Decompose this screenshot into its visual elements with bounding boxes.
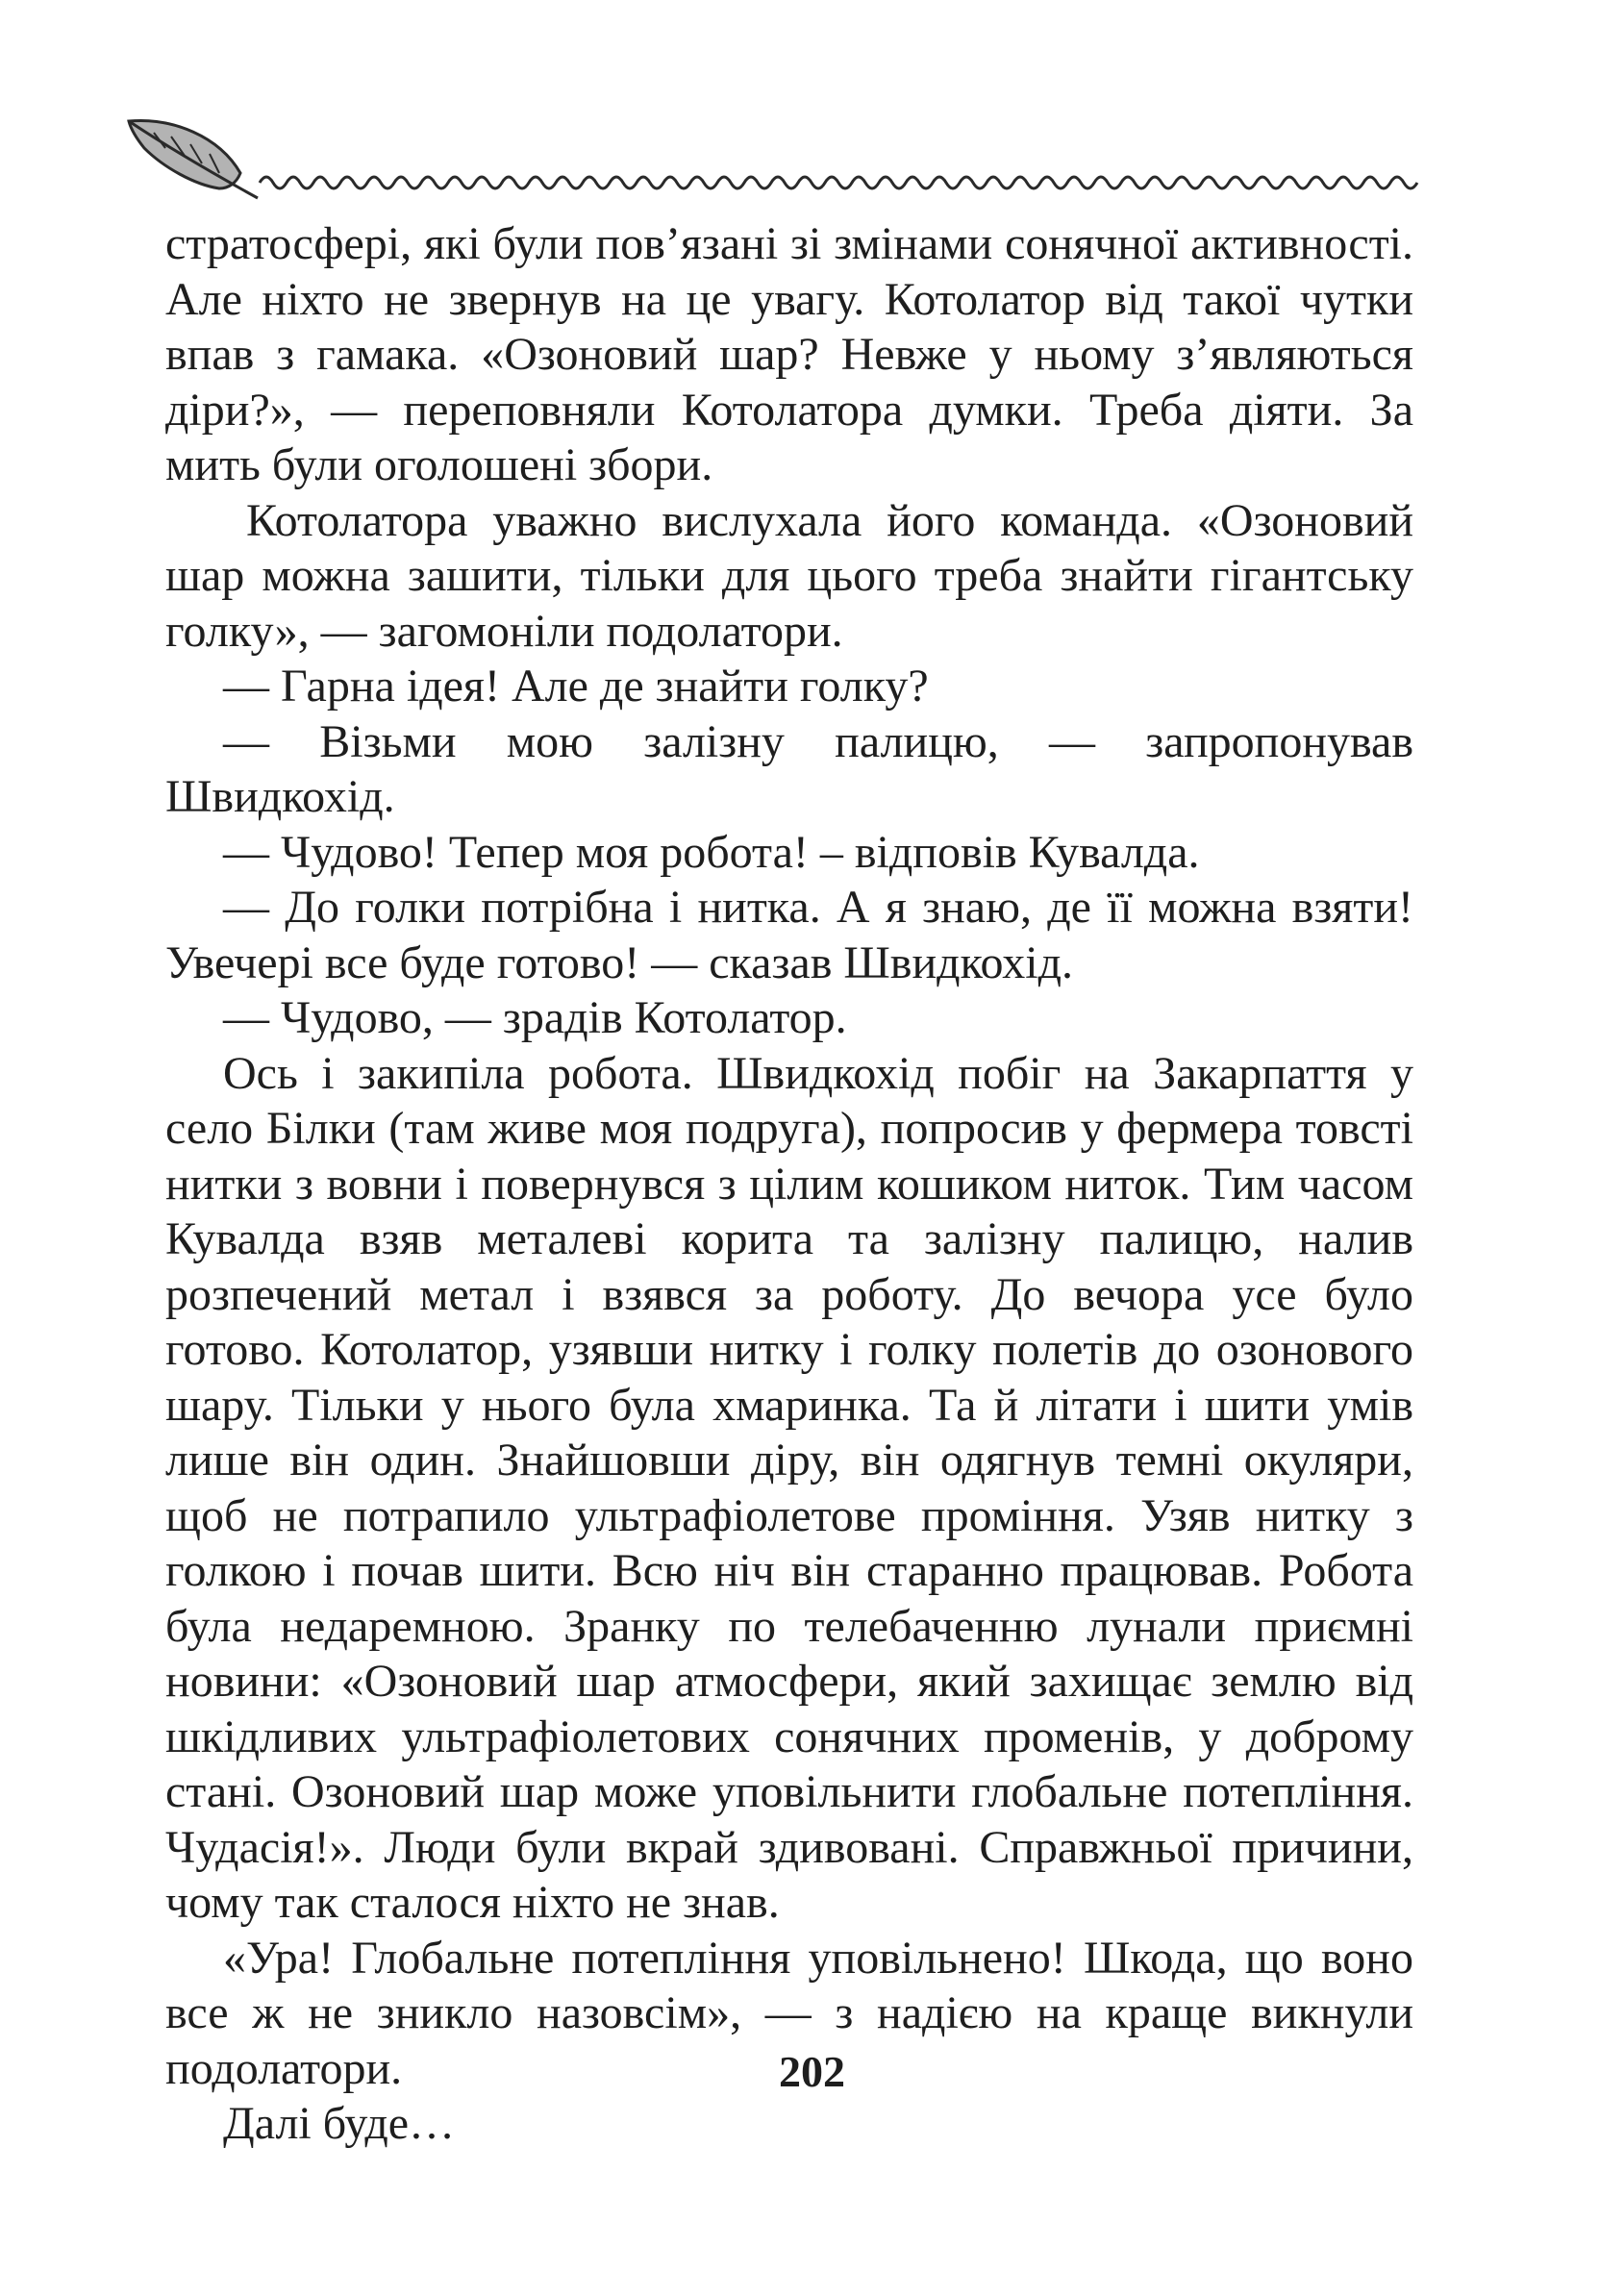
paragraph: Котолатора уважно вислухала його команда. «Озоновий шар можна зашити, тільки для цього треба знайти гігантську голку», — загомоніли подолатори. [165,494,1413,657]
page-number: 202 [779,2047,845,2096]
dialogue-line: — Чудово! Тепер моя робота! – відповів Кувалда. [223,826,1200,878]
wave-divider [260,177,1417,188]
dialogue-line: — Гарна ідея! Але де знайти голку? [223,661,929,712]
dialogue-line: — Візьми мою залізну палицю, — запропонував Швидкохід. [165,715,1413,822]
dialogue-line: — До голки потрібна і нитка. А я знаю, де її можна взяти! Увечері все буде готово! — сказав Швидкохід. [165,882,1413,988]
paragraph: «Ура! Глобальне потепління уповільнено! Шкода, що воно все ж не зникло назовсім», — з надією на краще викнули подолатори. [165,1932,1413,2094]
closing-line: Далі буде… [223,2098,456,2149]
paragraph: стратосфері, які були пов’язані зі змінами сонячної активності. Але ніхто не звернув на це увагу. Котолатор від такої чутки впав з гамака. «Озоновий шар? Невже у ньому з’являються діри?», — переповняли Котолатора думки. Треба діяти. За мить були оголошені збори. [165,218,1413,490]
feather-icon [129,120,258,198]
paragraph: Ось і закипіла робота. Швидкохід побіг на Закарпаття у село Білки (там живе моя подруга), попросив у фермера товсті нитки з вовни і повернувся з цілим кошиком ниток. Тим часом Кувалда взяв металеві корита та залізну палицю, налив розпечений метал і взявся за роботу. До вечора усе було готово. Котолатор, узявши нитку і голку полетів до озонового шару. Тільки у нього була хмаринка. Та й літати і шити умів лише він один. Знайшовши діру, він одягнув темні окуляри, щоб не потрапило ультрафіолетове проміння. Узяв нитку з голкою і почав шити. Всю ніч він старанно працював. Робота була недаремною. Зранку по телебаченню лунали приємні новини: «Озоновий шар атмосфери, який захищає землю від шкідливих ультрафіолетових сонячних променів, у доброму стані. Озоновий шар може уповільнити глобальне потепління. Чудасія!». Люди були вкрай здивовані. Справжньої причини, чому так сталося ніхто не знав. [165,1047,1413,1928]
dialogue-line: — Чудово, — зрадів Котолатор. [223,992,847,1043]
header-ornament [115,106,1433,202]
story-text [165,216,1413,2152]
